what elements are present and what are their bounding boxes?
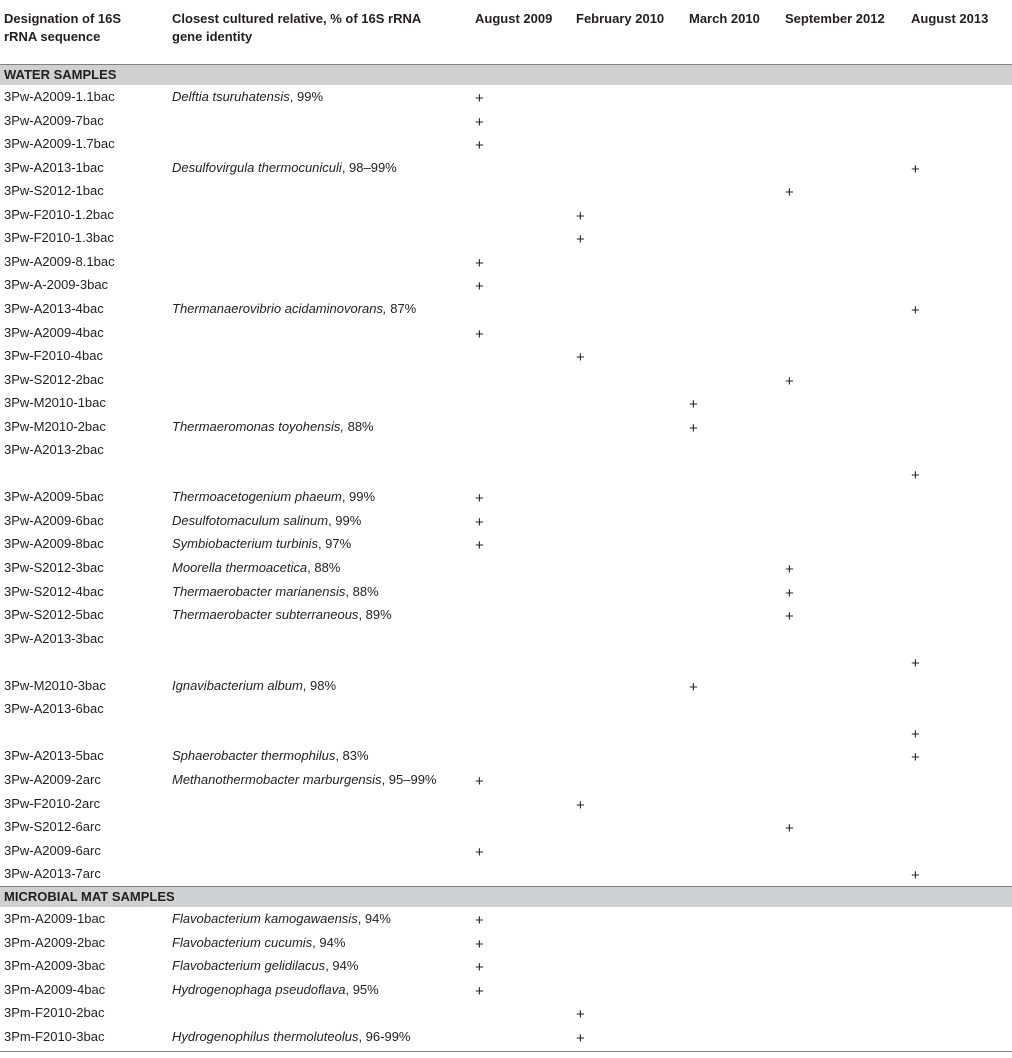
closest-relative: [172, 300, 416, 318]
presence-mark: +: [785, 372, 794, 390]
table-row: [0, 88, 1012, 112]
sequence-designation: 3Pw-S2012-2bac: [4, 371, 104, 387]
sequence-designation: 3Pw-A2013-6bac: [4, 701, 104, 717]
sequence-designation: 3Pw-A2013-3bac: [4, 630, 104, 646]
sequence-designation: 3Pm-A2009-1bac: [4, 911, 106, 926]
table-row: [0, 842, 1012, 866]
table-row: [0, 206, 1012, 230]
presence-mark: +: [475, 843, 484, 861]
table-row: [0, 910, 1012, 934]
table-row: [0, 818, 1012, 842]
sequence-designation: 3Pw-A2009-5bac: [4, 489, 104, 505]
identity-percent: , 96-99%: [358, 1028, 411, 1044]
identity-percent: 88%: [343, 418, 374, 434]
presence-mark: +: [576, 349, 585, 367]
closest-relative: [172, 677, 336, 695]
closest-relative: [172, 1028, 411, 1046]
species-name: Hydrogenophaga pseudoflava: [172, 981, 346, 997]
table-row: [0, 1028, 1012, 1052]
identity-percent: , 97%: [317, 536, 352, 552]
table-row: [0, 159, 1012, 183]
identity-percent: , 89%: [358, 607, 392, 623]
table-header: [0, 0, 1012, 64]
presence-mark: +: [475, 113, 484, 131]
sequence-designation: 3Pm-A2009-3bac: [4, 958, 106, 974]
identity-percent: , 98–99%: [341, 159, 397, 175]
sequence-designation: 3Pw-F2010-1.3bac: [4, 230, 114, 246]
closest-relative: [172, 583, 379, 601]
header-february-2010: February 2010: [576, 11, 665, 26]
header-august-2009: August 2009: [475, 11, 553, 26]
sequence-designation: 3Pm-F2010-2bac: [4, 1005, 105, 1021]
presence-mark: +: [475, 90, 484, 107]
presence-mark: +: [475, 912, 484, 929]
presence-mark: +: [475, 537, 484, 555]
table-row: [0, 441, 1012, 484]
sequence-designation: 3Pw-A2009-8bac: [4, 536, 104, 552]
species-name: Flavobacterium kamogawaensis: [172, 911, 358, 926]
presence-mark: +: [475, 772, 484, 790]
presence-mark: +: [689, 396, 698, 414]
presence-mark: +: [475, 935, 484, 953]
table-row: [0, 934, 1012, 958]
header-closest-relative: Closest cultured relative, % of 16S rRNA gene identity: [172, 11, 422, 44]
closest-relative: [172, 771, 437, 789]
table-row: [0, 559, 1012, 583]
closest-relative: [172, 747, 369, 765]
table-row: [0, 700, 1012, 743]
sequence-designation: 3Pm-A2009-4bac: [4, 981, 106, 997]
presence-mark: +: [911, 160, 920, 178]
sequence-designation: 3Pw-A2013-1bac: [4, 159, 104, 175]
table-row: [0, 771, 1012, 795]
species-name: Desulfotomaculum salinum: [172, 512, 329, 528]
sequence-designation: 3Pw-M2010-2bac: [4, 418, 106, 434]
sequence-designation: 3Pw-A2009-2arc: [4, 771, 101, 787]
table-row: [0, 112, 1012, 136]
sequence-designation: 3Pw-A2013-5bac: [4, 748, 104, 764]
closest-relative: [172, 512, 361, 530]
presence-mark: +: [911, 749, 920, 767]
sequence-designation: 3Pw-S2012-4bac: [4, 583, 104, 599]
presence-mark: +: [911, 466, 920, 484]
table-row: [0, 135, 1012, 159]
sequence-designation: 3Pw-A2009-4bac: [4, 324, 104, 340]
header-march-2010: March 2010: [689, 11, 760, 26]
presence-mark: +: [785, 820, 794, 838]
table-row: [0, 418, 1012, 442]
table-row: [0, 795, 1012, 819]
presence-mark: +: [475, 959, 484, 977]
sequence-designation: 3Pw-A2013-7arc: [4, 866, 101, 882]
identity-percent: , 94%: [312, 934, 346, 950]
table-row: [0, 512, 1012, 536]
species-name: Flavobacterium cucumis: [172, 934, 313, 950]
closest-relative: [172, 910, 391, 928]
species-name: Thermoacetogenium phaeum: [172, 489, 342, 505]
species-name: Thermanaerovibrio acidaminovorans,: [172, 300, 387, 316]
closest-relative: [172, 159, 397, 177]
presence-mark: +: [911, 301, 920, 319]
sequence-designation: 3Pw-F2010-1.2bac: [4, 206, 114, 222]
table-row: [0, 630, 1012, 673]
identity-percent: , 83%: [335, 748, 369, 764]
closest-relative: [172, 957, 358, 975]
identity-percent: 87%: [386, 300, 417, 316]
sequence-designation: 3Pw-A2013-4bac: [4, 300, 104, 316]
presence-mark: +: [576, 1006, 585, 1024]
species-name: Sphaerobacter thermophilus: [172, 748, 336, 764]
table-row: [0, 394, 1012, 418]
identity-percent: , 94%: [357, 911, 391, 926]
presence-mark: +: [911, 867, 920, 885]
closest-relative: [172, 981, 379, 999]
presence-mark: +: [475, 278, 484, 296]
closest-relative: [172, 934, 345, 952]
table-row: [0, 347, 1012, 371]
species-name: Desulfovirgula thermocuniculi: [172, 159, 342, 175]
identity-percent: , 94%: [325, 958, 359, 974]
sequence-designation: 3Pw-A2013-2bac: [4, 442, 104, 458]
species-name: Ignavibacterium album: [172, 677, 303, 693]
table-row: [0, 371, 1012, 395]
table-bottom-rule: [0, 1051, 1012, 1052]
species-name: Moorella thermoacetica: [172, 560, 308, 575]
table-row: [0, 747, 1012, 771]
identity-percent: , 99%: [341, 489, 376, 505]
header-september-2012: September 2012: [785, 11, 885, 26]
species-name: Thermaeromonas toyohensis,: [172, 418, 344, 434]
sequence-designation: 3Pw-A2009-6arc: [4, 842, 101, 858]
table-row: [0, 583, 1012, 607]
section-microbial-mat-samples: MICROBIAL MAT SAMPLES: [0, 886, 1012, 907]
sequence-designation: 3Pw-A2009-8.1bac: [4, 253, 115, 269]
presence-mark: +: [576, 207, 585, 225]
identity-percent: , 88%: [345, 583, 379, 599]
presence-mark: +: [689, 678, 698, 696]
header-august-2013: August 2013: [911, 11, 989, 26]
closest-relative: [172, 88, 323, 106]
species-name: Thermaerobacter marianensis: [172, 583, 346, 599]
table-row: [0, 276, 1012, 300]
species-name: Methanothermobacter marburgensis: [172, 771, 382, 787]
identity-percent: , 99%: [289, 89, 324, 104]
section-water-samples: WATER SAMPLES: [0, 64, 1012, 85]
species-name: Thermaerobacter subterraneous: [172, 607, 359, 623]
presence-mark: +: [785, 561, 794, 578]
presence-mark: +: [911, 655, 920, 673]
presence-mark: +: [576, 796, 585, 814]
sequence-designation: 3Pw-F2010-2arc: [4, 795, 101, 811]
sequence-designation: 3Pm-F2010-3bac: [4, 1028, 105, 1044]
identity-percent: , 99%: [328, 512, 362, 528]
closest-relative: [172, 559, 340, 577]
table-row: [0, 981, 1012, 1005]
sequence-designation: 3Pm-A2009-2bac: [4, 934, 106, 950]
presence-mark: +: [785, 584, 794, 602]
table-row: [0, 1004, 1012, 1028]
presence-mark: +: [689, 419, 698, 437]
species-name: Symbiobacterium turbinis: [172, 536, 318, 552]
sequence-designation: 3Pw-S2012-1bac: [4, 183, 104, 199]
sequence-designation: 3Pw-A2009-1.7bac: [4, 136, 115, 152]
identity-percent: , 98%: [302, 677, 337, 693]
sequence-designation: 3Pw-F2010-4bac: [4, 348, 103, 364]
species-name: Delftia tsuruhatensis: [172, 89, 290, 104]
closest-relative: [172, 535, 351, 553]
presence-mark: +: [475, 254, 484, 272]
presence-mark: +: [475, 513, 484, 531]
sequence-designation: 3Pw-A2009-1.1bac: [4, 89, 115, 104]
table-row: [0, 253, 1012, 277]
sequence-designation: 3Pw-S2012-5bac: [4, 607, 104, 623]
presence-mark: +: [475, 490, 484, 508]
table-row: [0, 677, 1012, 701]
presence-mark: +: [576, 231, 585, 249]
sequence-designation: 3Pw-S2012-3bac: [4, 560, 104, 575]
species-name: Flavobacterium gelidilacus: [172, 958, 326, 974]
table-row: [0, 300, 1012, 324]
presence-mark: +: [785, 608, 794, 626]
presence-mark: +: [911, 725, 920, 743]
sequence-designation: 3Pw-M2010-3bac: [4, 677, 106, 693]
identity-percent: , 95%: [345, 981, 379, 997]
closest-relative: [172, 488, 375, 506]
identity-percent: , 88%: [307, 560, 341, 575]
closest-relative: [172, 418, 374, 436]
presence-mark: +: [785, 184, 794, 202]
closest-relative: [172, 606, 392, 624]
header-designation: Designation of 16S rRNA sequence: [4, 11, 122, 44]
table-row: [0, 488, 1012, 512]
table-row: [0, 535, 1012, 559]
table-row: [0, 324, 1012, 348]
sequence-designation: 3Pw-A2009-7bac: [4, 112, 104, 128]
presence-mark: +: [576, 1029, 585, 1047]
presence-mark: +: [475, 982, 484, 1000]
presence-mark: +: [475, 325, 484, 343]
sequence-designation: 3Pw-A2009-6bac: [4, 512, 104, 528]
sequence-designation: 3Pw-M2010-1bac: [4, 395, 106, 411]
species-name: Hydrogenophilus thermoluteolus: [172, 1028, 359, 1044]
sequence-designation: 3Pw-A-2009-3bac: [4, 277, 109, 293]
table-row: [0, 957, 1012, 981]
sequence-designation: 3Pw-S2012-6arc: [4, 819, 101, 835]
table-row: [0, 229, 1012, 253]
identity-percent: , 95–99%: [381, 771, 437, 787]
table-row: [0, 182, 1012, 206]
table-row: [0, 606, 1012, 630]
presence-mark: +: [475, 137, 484, 155]
